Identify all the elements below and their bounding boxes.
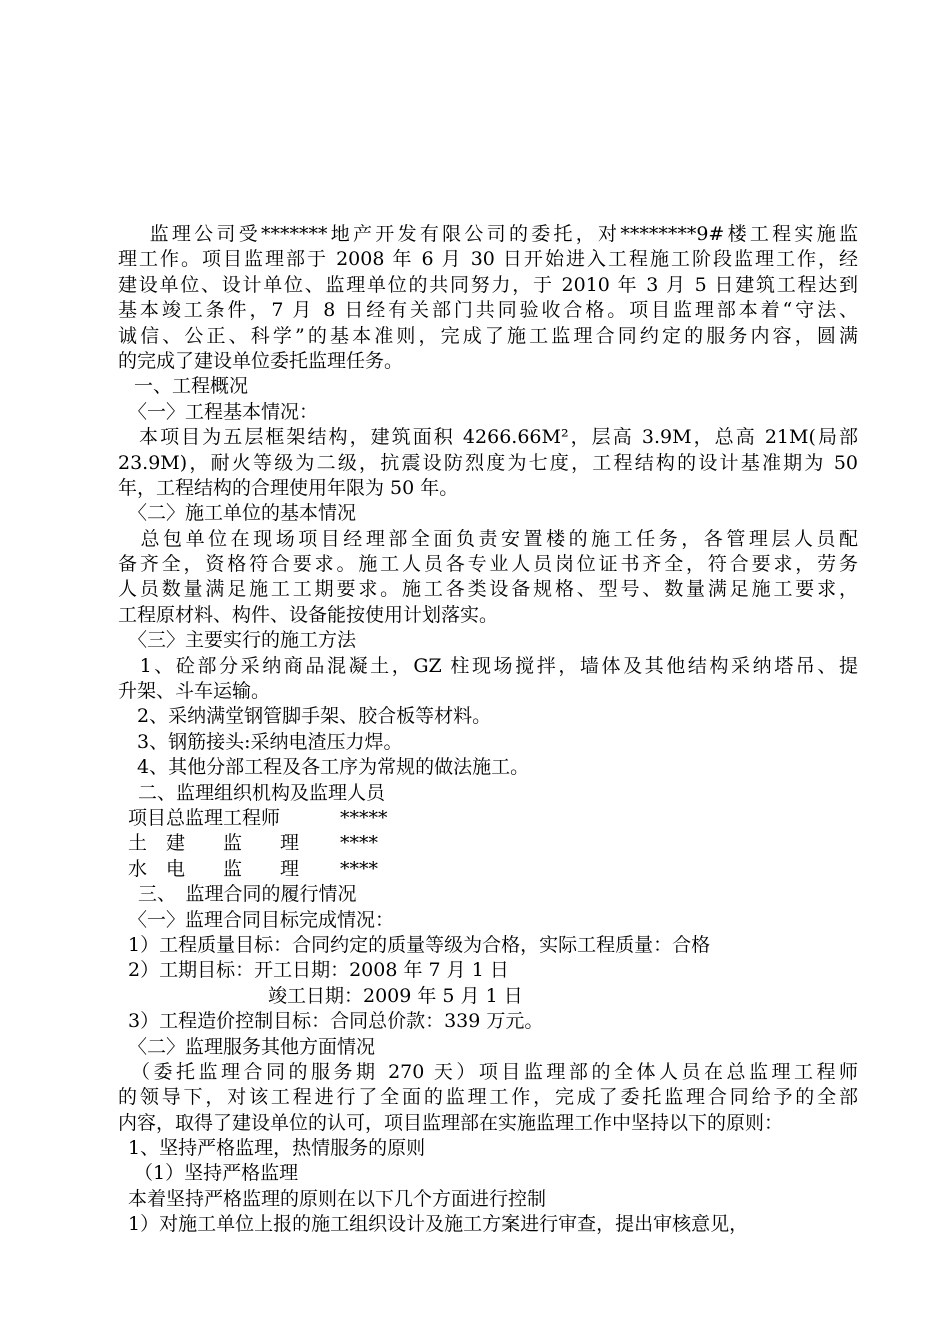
principle-body: 本着坚持严格监理的原则在以下几个方面进行控制 [128, 1187, 547, 1210]
section3-sub2-title: 〈二〉监理服务其他方面情况 [128, 1035, 376, 1058]
section1-sub3-line: 4、其他分部工程及各工序为常规的做法施工。 [118, 756, 530, 779]
intro-line: 建设单位、设计单位、监理单位的共同努力，于 2010 年 3 月 5 日建筑工程达到 [118, 273, 858, 296]
section1-sub1-line: 本项目为五层框架结构，建筑面积 4266.66M²，层高 3.9M，总高 21M(局部 [118, 426, 858, 449]
section1-sub1-line: 年，工程结构的合理使用年限为 50 年。 [118, 476, 459, 499]
principle-sub-title: （1）坚持严格监理 [134, 1162, 299, 1185]
section1-sub2-line: 备齐全，资格符合要求。施工人员各专业人员岗位证书齐全，符合要求，劳务 [118, 553, 858, 576]
section3-item: 2）工期目标：开工日期：2008 年 7 月 1 日 [128, 959, 509, 982]
staff-role: 土 建 监 理 [128, 832, 300, 855]
section1-title: 一、工程概况 [134, 375, 249, 398]
staff-row [118, 831, 858, 856]
section1-sub3-line: 3、钢筋接头:采纳电渣压力焊。 [118, 730, 403, 753]
section1-sub2-title: 〈二〉施工单位的基本情况 [128, 502, 357, 525]
completion-date: 竣工日期：2009 年 5 月 1 日 [268, 984, 523, 1007]
intro-line: 诚信、公正、科学”的基本准则，完成了施工监理合同约定的服务内容，圆满 [118, 324, 858, 347]
section1-sub3-line: 2、采纳满堂钢管脚手架、胶合板等材料。 [118, 705, 492, 728]
intro-line: 基本竣工条件，7 月 8 日经有关部门共同验收合格。项目监理部本着“守法、 [118, 299, 858, 322]
section1-sub2-line: 人员数量满足施工工期要求。施工各类设备规格、型号、数量满足施工要求， [118, 578, 858, 601]
section3-sub2-line: 的领导下，对该工程进行了全面的监理工作，完成了委托监理合同给予的全部 [118, 1086, 858, 1109]
section3-sub2-line: （委托监理合同的服务期 270 天）项目监理部的全体人员在总监理工程师 [118, 1060, 858, 1083]
section1-sub3-line: 升架、斗车运输。 [118, 680, 271, 703]
section3-item: 1）工程质量目标：合同约定的质量等级为合格，实际工程质量：合格 [128, 933, 711, 956]
section1-sub1-title: 〈一〉工程基本情况： [128, 400, 319, 423]
section3-sub1-title: 〈一〉监理合同目标完成情况： [128, 908, 395, 931]
staff-name: **** [340, 857, 378, 880]
section1-sub2-line: 总包单位在现场项目经理部全面负责安置楼的施工任务，各管理层人员配 [118, 527, 858, 550]
principle-item: 1）对施工单位上报的施工组织设计及施工方案进行审查，提出审核意见， [128, 1213, 749, 1236]
section3-cost: 3）工程造价控制目标：合同总价款：339 万元。 [128, 1010, 544, 1033]
section1-sub3-title: 〈三〉主要实行的施工方法 [128, 629, 357, 652]
staff-name: **** [340, 832, 378, 855]
section3-sub2-line: 内容，取得了建设单位的认可，项目监理部在实施监理工作中坚持以下的原则： [118, 1111, 784, 1134]
staff-role: 项目总监理工程师 [128, 806, 281, 829]
section1-sub2-line: 工程原材料、构件、设备能按使用计划落实。 [118, 603, 499, 626]
principle-title: 1、坚持严格监理，热情服务的原则 [128, 1137, 426, 1160]
document-page [118, 222, 858, 1238]
staff-row [118, 806, 858, 831]
staff-row [118, 857, 858, 882]
intro-line: 理工作。项目监理部于 2008 年 6 月 30 日开始进入工程施工阶段监理工作，经 [118, 248, 858, 271]
intro-line: 监理公司受*******地产开发有限公司的委托，对********9#楼工程实施监 [118, 223, 858, 245]
intro-line: 的完成了建设单位委托监理任务。 [118, 349, 404, 372]
section3-title: 三、 监理合同的履行情况 [138, 883, 357, 906]
section2-title: 二、监理组织机构及监理人员 [138, 781, 386, 804]
staff-name: ***** [340, 806, 388, 829]
staff-role: 水 电 监 理 [128, 857, 300, 880]
section1-sub3-line: 1、砼部分采纳商品混凝土，GZ 柱现场搅拌，墙体及其他结构采纳塔吊、提 [118, 654, 858, 677]
section1-sub1-line: 23.9M)，耐火等级为二级，抗震设防烈度为七度，工程结构的设计基准期为 50 [118, 451, 858, 474]
